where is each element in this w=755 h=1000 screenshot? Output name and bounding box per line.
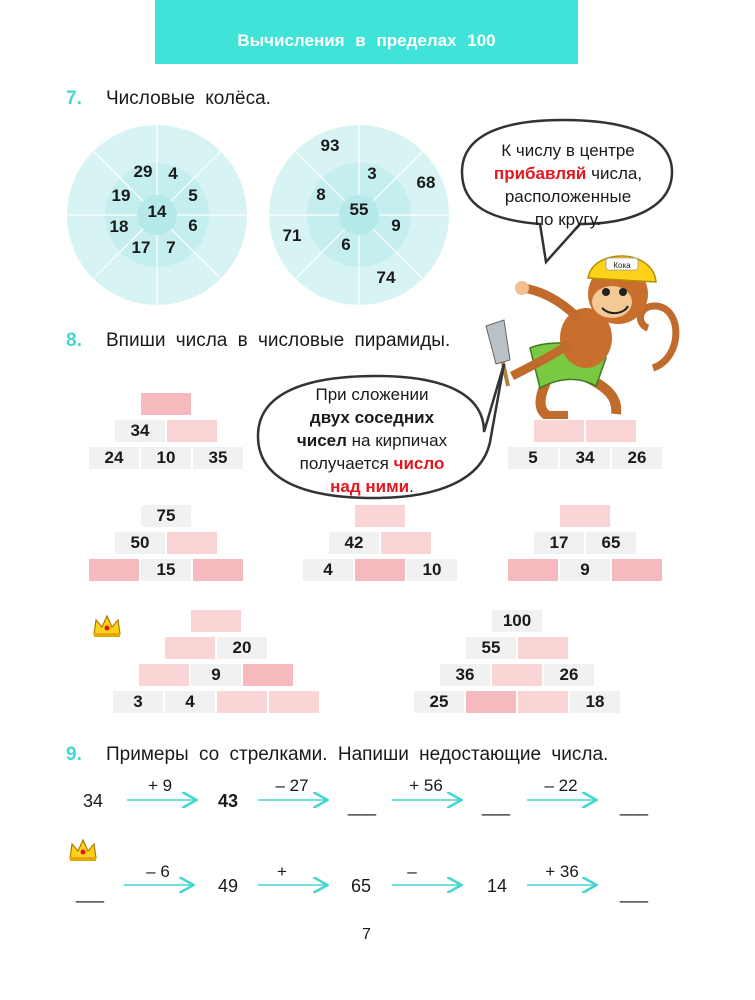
row2-value: 65	[350, 876, 372, 896]
pyramid4-brick: 4	[302, 558, 354, 582]
row1-operation: – 22	[544, 776, 578, 795]
pyramid2-brick: 5	[507, 446, 559, 470]
wheel1-value: 19	[111, 186, 131, 205]
row1-operation: – 27	[275, 776, 309, 795]
pyramid7-brick: 25	[413, 690, 465, 714]
pyramid1-brick[interactable]	[140, 392, 192, 416]
bubble2-red-word: число	[393, 454, 445, 473]
bubble1-line: расположенные	[504, 187, 632, 206]
bubble2-text: получается	[299, 454, 389, 473]
row2-operation: +	[277, 862, 287, 881]
page-header	[155, 0, 578, 64]
page-number: 7	[362, 926, 371, 943]
pyramid6-brick[interactable]	[190, 609, 242, 633]
wheel2-outer-value: 68	[416, 173, 436, 192]
bubble2-rest: на кирпичах	[351, 431, 448, 450]
pyramid6-brick: 9	[190, 663, 242, 687]
row2-operation: – 6	[146, 862, 170, 881]
pyramid1-brick: 10	[140, 446, 192, 470]
wheel1-value: 29	[133, 162, 153, 181]
bubble2-text: .	[409, 477, 414, 496]
crown-icon	[92, 614, 122, 638]
pyramid2-brick[interactable]	[585, 419, 637, 443]
pyramid6-brick: 3	[112, 690, 164, 714]
row1-blank[interactable]: ___	[482, 796, 510, 816]
row2-value: 49	[217, 876, 239, 896]
wheel2-value: 3	[367, 164, 377, 183]
pyramid6-brick[interactable]	[268, 690, 320, 714]
task7-number: 7.	[66, 88, 82, 109]
row1-start-value: 34	[82, 791, 104, 811]
task8-number: 8.	[66, 330, 82, 351]
wheel1-value: 18	[109, 217, 129, 236]
pyramid7-brick: 55	[465, 636, 517, 660]
pyramid3-brick[interactable]	[166, 531, 218, 555]
pyramid5-brick[interactable]	[559, 504, 611, 528]
pyramid7-brick[interactable]	[517, 636, 569, 660]
wheel1-value: 4	[168, 164, 178, 183]
pyramid5-brick: 65	[585, 531, 637, 555]
pyramid4-brick[interactable]	[380, 531, 432, 555]
row1-operation: + 9	[147, 776, 173, 795]
wheel1-value: 7	[166, 238, 176, 257]
pyramid7-brick: 18	[569, 690, 621, 714]
row2-value: 14	[486, 876, 508, 896]
wheel1-center: 14	[147, 202, 167, 221]
pyramid4-brick[interactable]	[354, 558, 406, 582]
wheel2-value: 9	[391, 216, 401, 235]
pyramid5-brick: 17	[533, 531, 585, 555]
wheel1-value: 6	[188, 216, 198, 235]
pyramid2-brick: 26	[611, 446, 663, 470]
bubble1-line: по кругу.	[534, 210, 602, 229]
pyramid2-brick: 34	[559, 446, 611, 470]
bubble2-line: двух соседних	[309, 408, 435, 427]
bubble1-red-word: прибавляй	[493, 164, 587, 183]
pyramid4-brick[interactable]	[354, 504, 406, 528]
wheel2-value: 6	[341, 235, 351, 254]
mascot-cap-label: Кока	[613, 261, 631, 270]
row2-operation: + 36	[545, 862, 579, 881]
pyramid1-brick: 24	[88, 446, 140, 470]
wheel2-value: 8	[316, 185, 326, 204]
bubble2-line: При сложении	[315, 385, 429, 404]
pyramid1-brick[interactable]	[166, 419, 218, 443]
pyramid5-brick[interactable]	[611, 558, 663, 582]
pyramid4-brick: 10	[406, 558, 458, 582]
row1-blank[interactable]: ___	[348, 796, 376, 816]
pyramid3-brick: 50	[114, 531, 166, 555]
bubble2-line	[258, 475, 486, 498]
pyramid3-brick: 75	[140, 504, 192, 528]
wheel1-value: 5	[188, 186, 198, 205]
bubble2-red-word: над ними	[330, 477, 410, 496]
pyramid6-brick: 20	[216, 636, 268, 660]
pyramid1-brick: 34	[114, 419, 166, 443]
pyramid6-brick[interactable]	[164, 636, 216, 660]
bubble2-line	[258, 429, 486, 452]
pyramid7-brick[interactable]	[517, 690, 569, 714]
row2-blank[interactable]: ___	[76, 883, 104, 903]
task7-text: Числовые колёса.	[106, 88, 271, 109]
task8-text: Впиши числа в числовые пирамиды.	[106, 330, 451, 351]
task9-text: Примеры со стрелками. Напиши недостающие числа.	[106, 744, 609, 765]
row1-operation: + 56	[409, 776, 443, 795]
wheel2-outer-value: 93	[320, 136, 340, 155]
row1-value: 43	[217, 791, 239, 811]
row1-blank[interactable]: ___	[620, 796, 648, 816]
bubble2-bold-word: чисел	[296, 431, 347, 450]
pyramid3-brick[interactable]	[192, 558, 244, 582]
pyramid7-brick: 36	[439, 663, 491, 687]
crown-icon	[68, 838, 98, 862]
pyramid5-brick[interactable]	[507, 558, 559, 582]
pyramid3-brick: 15	[140, 558, 192, 582]
header-title: Вычисления в пределах 100	[237, 31, 496, 50]
pyramid1-brick: 35	[192, 446, 244, 470]
pyramid6-brick[interactable]	[216, 690, 268, 714]
wheel2-outer-value: 74	[376, 268, 396, 287]
wheel2-center: 55	[349, 200, 369, 219]
pyramid7-brick: 26	[543, 663, 595, 687]
pyramid3-brick[interactable]	[88, 558, 140, 582]
pyramid6-brick[interactable]	[242, 663, 294, 687]
wheel2-outer-value: 71	[282, 226, 302, 245]
wheel1-value: 17	[131, 238, 151, 257]
pyramid6-brick: 4	[164, 690, 216, 714]
bubble1-rest: числа,	[591, 164, 643, 183]
pyramid7-brick: 100	[491, 609, 543, 633]
pyramid6-brick[interactable]	[138, 663, 190, 687]
row2-operation: –	[407, 862, 417, 881]
row2-blank[interactable]: ___	[620, 883, 648, 903]
pyramid5-brick: 9	[559, 558, 611, 582]
pyramid4-brick: 42	[328, 531, 380, 555]
pyramid7-brick[interactable]	[465, 690, 517, 714]
bubble2-line	[258, 452, 486, 475]
pyramid7-brick[interactable]	[491, 663, 543, 687]
bubble1-line: К числу в центре	[501, 141, 635, 160]
task9-number: 9.	[66, 744, 82, 765]
bubble1-line	[462, 162, 674, 185]
pyramid2-brick[interactable]	[533, 419, 585, 443]
